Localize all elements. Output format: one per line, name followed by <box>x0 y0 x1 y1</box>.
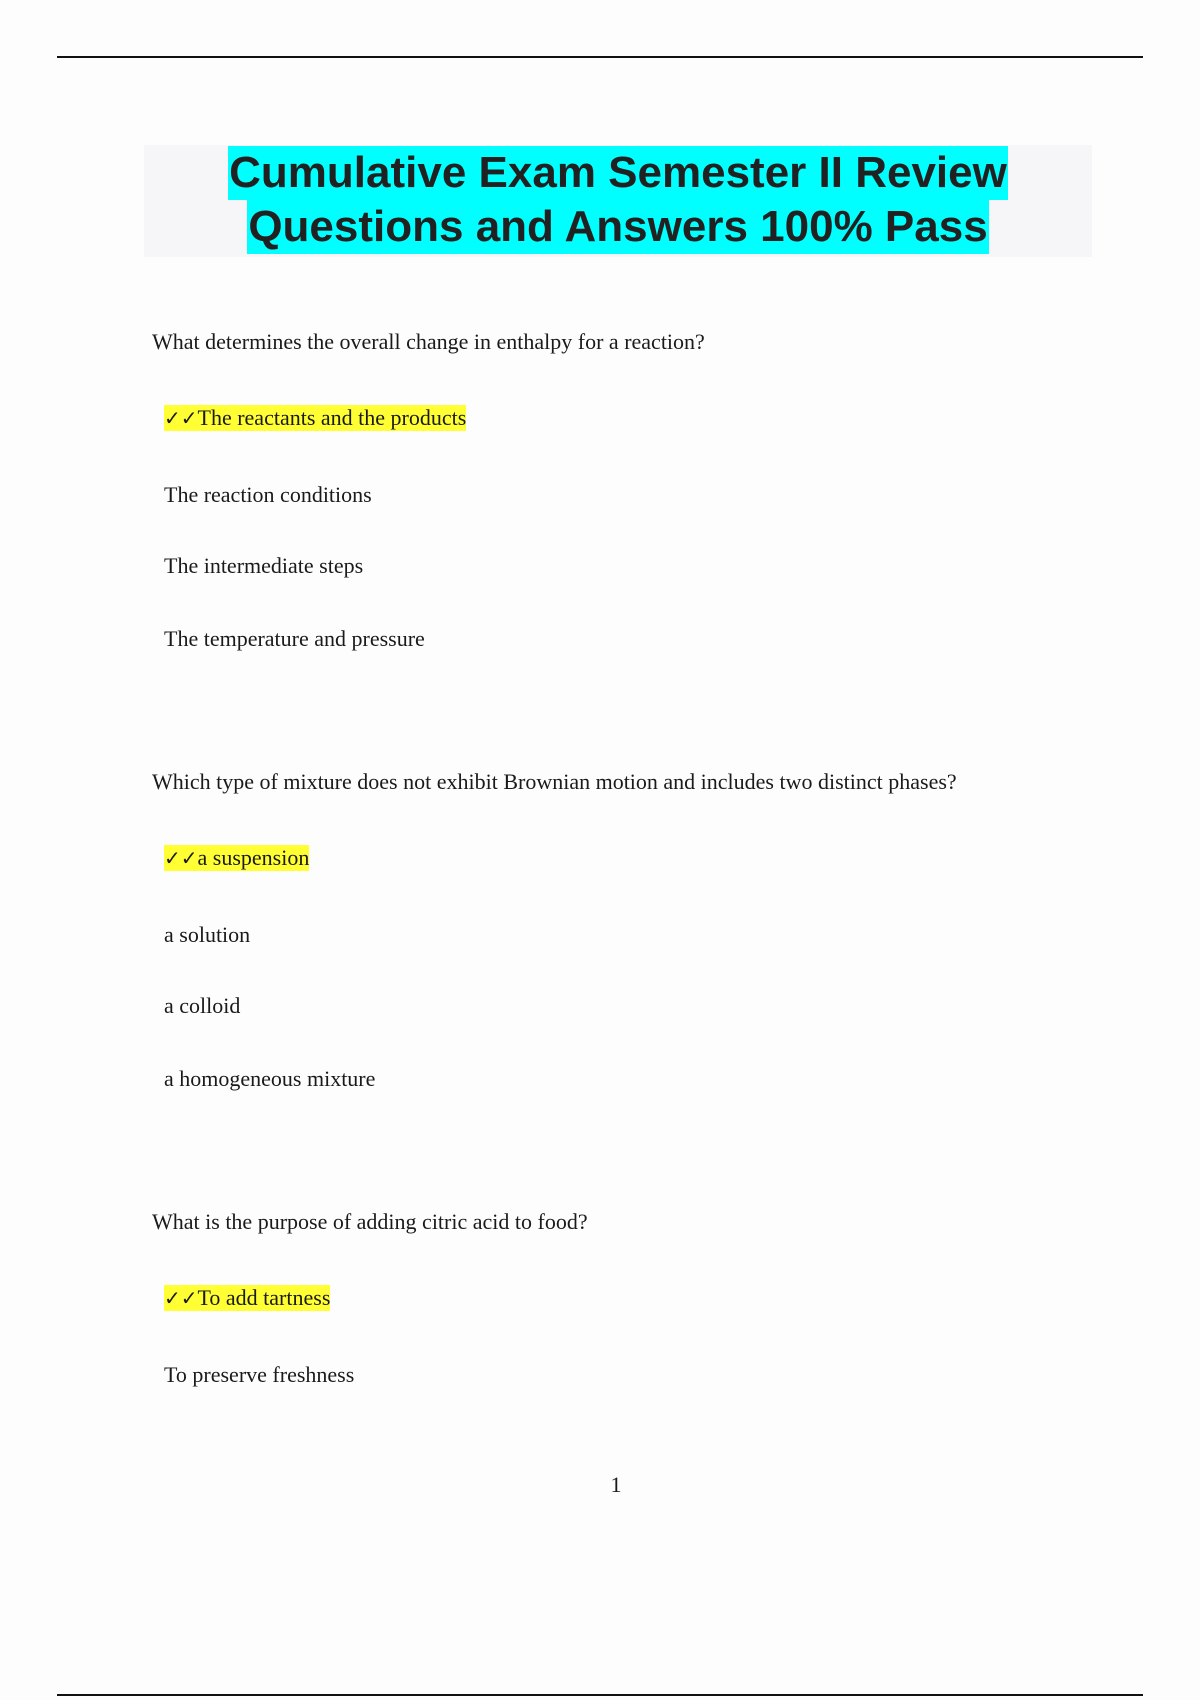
answer-option: The reaction conditions <box>164 482 372 507</box>
question-3: What is the purpose of adding citric acid to food? <box>152 1209 588 1234</box>
correct-answer-text: The reactants and the products <box>197 405 467 430</box>
document-title-line-2: Questions and Answers 100% Pass <box>247 200 988 254</box>
correct-answer-1 <box>164 405 466 431</box>
title-block <box>144 145 1092 257</box>
question-2: Which type of mixture does not exhibit Brownian motion and includes two distinct phases? <box>152 769 957 794</box>
check-mark-icon: ✓✓ <box>164 1286 198 1310</box>
footer-rule <box>57 1694 1143 1696</box>
answer-option: The temperature and pressure <box>164 626 425 651</box>
check-mark-icon: ✓✓ <box>164 846 198 870</box>
answer-option: a solution <box>164 922 251 947</box>
answer-option: The intermediate steps <box>164 553 364 578</box>
answer-option: To preserve freshness <box>164 1362 355 1387</box>
answer-option: a homogeneous mixture <box>164 1066 376 1091</box>
correct-answer-text: To add tartness <box>197 1285 331 1310</box>
correct-answer-3 <box>164 1285 330 1311</box>
page-number: 1 <box>610 1472 622 1497</box>
question-1: What determines the overall change in enthalpy for a reaction? <box>152 329 705 354</box>
correct-answer-text: a suspension <box>197 845 310 870</box>
header-rule <box>57 56 1143 58</box>
correct-answer-2 <box>164 845 309 871</box>
check-mark-icon: ✓✓ <box>164 406 198 430</box>
answer-option: a colloid <box>164 993 241 1018</box>
document-title-line-1: Cumulative Exam Semester II Review <box>228 146 1008 200</box>
